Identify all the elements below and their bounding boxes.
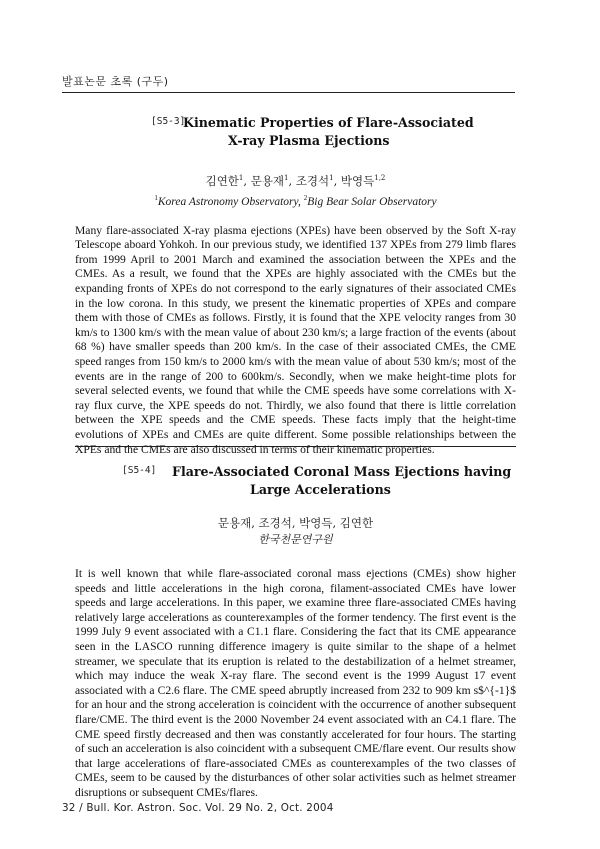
- abstract-title-line-2: Large Accelerations: [250, 482, 391, 497]
- author-name: 박영득: [340, 173, 375, 188]
- author-affil-marker: 1: [329, 174, 334, 182]
- author-separator: ,: [333, 173, 341, 188]
- section-rule: [75, 446, 516, 447]
- abstract-s5-3: [75, 113, 516, 457]
- author-affil-marker: 1: [238, 174, 244, 182]
- abstract-title-line-1: Kinematic Properties of Flare-Associated: [183, 115, 474, 130]
- header-rule: [62, 92, 515, 93]
- affil-marker: 1: [154, 193, 158, 202]
- affiliation-list: [75, 190, 516, 210]
- author-list: [75, 169, 516, 190]
- author-affil-marker: 1,2: [374, 174, 386, 182]
- author-list: 문용재, 조경석, 박영득, 김연한: [217, 516, 374, 530]
- author-name: 조경석: [295, 173, 330, 188]
- author-name: 김연한: [205, 173, 239, 188]
- author-name: 문용재: [250, 173, 285, 188]
- affiliation-name: Korea Astronomy Observatory: [157, 195, 298, 208]
- abstract-title-line-1: Flare-Associated Coronal Mass Ejections having: [172, 464, 512, 479]
- author-separator: ,: [243, 173, 251, 188]
- session-id: [S5-4]: [122, 465, 157, 476]
- abstract-title-line-2: X-ray Plasma Ejections: [228, 133, 390, 148]
- affiliation-list: 한국천문연구원: [258, 533, 333, 546]
- abstract-body: Many flare-associated X-ray plasma ejections (XPEs) have been observed by the Soft X-ray Telescope aboard Yohkoh. In our previous study, we identified 137 XPEs from 279 limb flares from 1999 April to 2001 March and examined the association between the XPEs and the CMEs. As a result, we found that the XPEs are highly associated with the CMEs but the expanding fronts of XPEs do not correspond to the early signatures of their associated CMEs in the low corona. In this study, we present the kinematic properties of XPEs and compare them with those of CMEs as follows. Firstly, it is found that the XPE velocity ranges from 30 km/s to 1300 km/s with the mean value of about 230 km/s; a large fraction of the events (about 68 %) have smaller speeds than 200 km/s. In the case of their associated CMEs, the CME speed ranges from 150 km/s to 2000 km/s with the mean value of about 530 km/s; most of the events are in the range of 200 to 600km/s. Secondly, when we make height-time plots for several selected events, we found that while the CME speeds have some correlations with X-ray flux curve, the XPE speeds do not. Thirdly, we also found that there is little correlation between the XPE speeds and the CME speeds. These facts imply that the height-time evolutions of XPEs and CMEs are quite different. Some possible relationships between the XPEs and the CMEs are also discussed in terms of their kinematic properties.: [75, 223, 516, 456]
- author-affil-marker: 1: [284, 174, 289, 182]
- page-footer: 32 / Bull. Kor. Astron. Soc. Vol. 29 No. 2, Oct. 2004: [62, 802, 334, 814]
- affil-separator: ,: [298, 195, 304, 208]
- running-head: 발표논문 초록 (구두): [62, 75, 169, 88]
- abstract-s5-4: [75, 462, 516, 801]
- abstract-body: It is well known that while flare-associated coronal mass ejections (CMEs) show higher speeds and little accelerations in the high corona, filament-associated CMEs have lower speeds and large accelerations. In this paper, we examine three flare-associated CMEs having relatively large accelerations as counterexamples of the former tendency. The first event is the 1999 July 9 event associated with a C1.1 flare. Considering the fact that its CME appearance seen in the LASCO running difference imagery is quite similar to the shape of a helmet streamer, we speculate that its eruption is related to the destabilization of a helmet streamer, which may induce the weak X-ray flare. The second event is the 1999 August 17 event associated with a C2.6 flare. The CME speed abruptly increased from 232 to 909 km s$^{-1}$ for an hour and the strong acceleration is coincident with the occurrence of another subsequent flare/CME. The third event is the 2000 November 24 event associated with an C4.1 flare. The CME speed firstly decreased and then was constantly accelerated for four hours. The starting of such an acceleration is also coincident with a subsequent CME/flare event. Our results show that large accelerations of flare-associated CMEs as counterexamples of the two classes of CMEs, seem to be caused by the disturbances of other solar activities such as helmet streamer disruptions or subsequent CMEs/flares.: [75, 567, 516, 799]
- abstract-title-block: [75, 462, 516, 504]
- affil-marker: 2: [303, 193, 308, 202]
- abstract-title-block: [75, 113, 516, 155]
- affiliation-name: Big Bear Solar Observatory: [307, 195, 437, 208]
- session-id: [S5-3]: [151, 116, 186, 127]
- author-separator: ,: [288, 173, 296, 188]
